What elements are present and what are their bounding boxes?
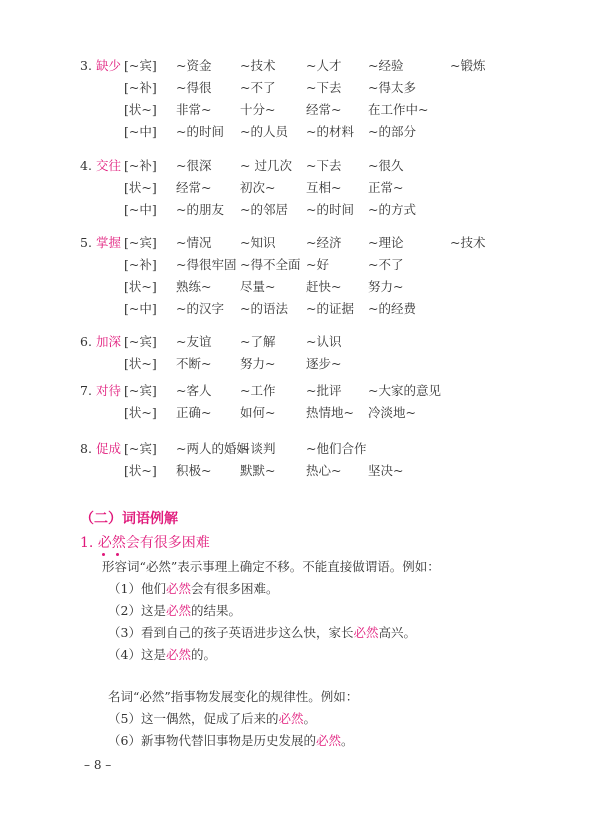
sentence-text: 高兴。 (378, 625, 416, 640)
example-sentence (108, 644, 216, 666)
collocation-cell: ~经验 (368, 58, 404, 73)
collocation-cell: ~情况 (176, 235, 212, 250)
collocation-cell: ~好 (306, 257, 329, 272)
collocation-cell: 热情地~ (306, 405, 354, 420)
sentence-text: 的结果。 (190, 603, 241, 618)
collocation-cell: ~不了 (240, 80, 276, 95)
collocation-cell: 不断~ (176, 356, 212, 371)
collocation-cell: ~客人 (176, 383, 212, 398)
pattern-tag: [~宾] (124, 58, 157, 73)
sentence-text: 。 (340, 733, 354, 748)
collocation-cell: ~两人的婚姻 (176, 441, 249, 456)
collocation-cell: ~认识 (306, 334, 342, 349)
pattern-tag: [状~] (124, 356, 157, 371)
example-sentence (108, 622, 416, 644)
collocation-cell: ~的朋友 (176, 202, 224, 217)
highlighted-word: 必然 (353, 625, 379, 640)
collocation-cell: ~得很 (176, 80, 212, 95)
sentence-text: （2）这是 (108, 603, 166, 618)
collocation-cell: 冷淡地~ (368, 405, 416, 420)
collocation-cell: 在工作中~ (368, 102, 429, 117)
example-sentence (108, 708, 316, 730)
collocation-cell: ~很久 (368, 158, 404, 173)
collocation-cell: ~很深 (176, 158, 212, 173)
sentence-text: （5）这一偶然，促成了后来的 (108, 711, 279, 726)
collocation-cell: ~的材料 (306, 124, 354, 139)
collocation-cell: 默默~ (240, 463, 276, 478)
collocation-cell: 努力~ (368, 279, 404, 294)
collocation-cell: 如何~ (240, 405, 276, 420)
collocation-cell: 尽量~ (240, 279, 276, 294)
collocation-cell: ~的邻居 (240, 202, 288, 217)
collocation-cell: ~的时间 (306, 202, 354, 217)
collocation-cell: 正常~ (368, 180, 404, 195)
sentence-text: 。 (303, 711, 316, 726)
collocation-cell: ~知识 (240, 235, 276, 250)
collocation-cell: 积极~ (176, 463, 212, 478)
sentence-text: 会有很多困难。 (190, 581, 279, 596)
pattern-tag: [~补] (124, 80, 157, 95)
highlighted-word: 必然 (278, 711, 304, 726)
entry-word: 缺少 (96, 58, 122, 73)
collocation-cell: ~理论 (368, 235, 404, 250)
pattern-tag: [~补] (124, 158, 157, 173)
collocation-cell: ~下去 (306, 158, 342, 173)
explanation-text (102, 556, 440, 578)
pattern-tag: [~中] (124, 124, 157, 139)
collocation-cell: 赶快~ (306, 279, 342, 294)
collocation-cell: ~的证据 (306, 301, 354, 316)
collocation-cell: ~得不全面 (240, 257, 301, 272)
collocation-cell: ~锻炼 (450, 58, 486, 73)
pattern-tag: [~宾] (124, 334, 157, 349)
pattern-tag: [状~] (124, 463, 157, 478)
collocation-cell: 经常~ (176, 180, 212, 195)
pattern-tag: [~补] (124, 257, 157, 272)
collocation-cell: ~友谊 (176, 334, 212, 349)
collocation-cell: ~得太多 (368, 80, 416, 95)
collocation-cell: ~的时间 (176, 124, 224, 139)
collocation-cell: 十分~ (240, 102, 276, 117)
pattern-tag: [~宾] (124, 383, 157, 398)
highlighted-word: 必然 (165, 647, 191, 662)
collocation-cell: ~经济 (306, 235, 342, 250)
highlighted-word: 必然 (165, 581, 191, 596)
collocation-cell: ~谈判 (240, 441, 276, 456)
pattern-tag: [~宾] (124, 441, 157, 456)
pattern-tag: [~宾] (124, 235, 157, 250)
pattern-tag: [状~] (124, 405, 157, 420)
entry-number: 4. (80, 158, 92, 173)
sentence-text: 名词“必然”指事物发展变化的规律性。例如： (108, 689, 359, 704)
collocation-cell: ~了解 (240, 334, 276, 349)
example-sentence (108, 578, 278, 600)
collocation-cell: 经常~ (306, 102, 342, 117)
collocation-cell: ~的汉字 (176, 301, 224, 316)
page-number: – 8 – (84, 758, 112, 772)
entry-number: 6. (80, 334, 92, 349)
section-title: （二）词语例解 (80, 511, 178, 527)
collocation-cell: ~大家的意见 (368, 383, 441, 398)
collocation-cell: ~的经费 (368, 301, 416, 316)
collocation-cell: ~资金 (176, 58, 212, 73)
collocation-cell: 初次~ (240, 180, 276, 195)
entry-word: 掌握 (96, 235, 122, 250)
collocation-cell: 非常~ (176, 102, 212, 117)
example-sentence (108, 600, 241, 622)
collocation-cell: ~下去 (306, 80, 342, 95)
highlighted-word: 必然 (315, 733, 341, 748)
collocation-cell: ~技术 (450, 235, 486, 250)
sentence-text: 的。 (190, 647, 216, 662)
collocation-cell: 逐步~ (306, 356, 342, 371)
collocation-cell: ~的人员 (240, 124, 288, 139)
sentence-text: （4）这是 (108, 647, 166, 662)
collocation-cell: ~ 过几次 (240, 158, 292, 173)
pattern-tag: [状~] (124, 102, 157, 117)
pattern-tag: [状~] (124, 180, 157, 195)
pattern-tag: [~中] (124, 202, 157, 217)
entry-number: 8. (80, 441, 92, 456)
collocation-cell: ~的方式 (368, 202, 416, 217)
entry-word: 促成 (96, 441, 122, 456)
explanation-text (108, 686, 358, 708)
collocation-cell: 热心~ (306, 463, 342, 478)
entry-word: 对待 (96, 383, 122, 398)
example-sentence (108, 730, 354, 752)
entry-number: 5. (80, 235, 92, 250)
pattern-tag: [~中] (124, 301, 157, 316)
entry-word: 交往 (96, 158, 122, 173)
collocation-cell: ~人才 (306, 58, 342, 73)
sub-title: 1. 必然会有很多困难 (80, 535, 210, 551)
sentence-text: （6）新事物代替旧事物是历史发展的 (108, 733, 316, 748)
collocation-cell: 坚决~ (368, 463, 404, 478)
sentence-text: 形容词“必然”表示事理上确定不移。不能直接做谓语。例如： (102, 559, 440, 574)
pattern-tag: [状~] (124, 279, 157, 294)
highlighted-word: 必然 (165, 603, 191, 618)
entry-number: 3. (80, 58, 92, 73)
collocation-cell: 互相~ (306, 180, 342, 195)
collocation-cell: 努力~ (240, 356, 276, 371)
entry-number: 7. (80, 383, 92, 398)
sentence-text: （1）他们 (108, 581, 166, 596)
collocation-cell: ~的部分 (368, 124, 416, 139)
collocation-cell: ~工作 (240, 383, 276, 398)
collocation-cell: 熟练~ (176, 279, 212, 294)
entry-word: 加深 (96, 334, 122, 349)
collocation-cell: ~批评 (306, 383, 342, 398)
sentence-text: （3）看到自己的孩子英语进步这么快，家长 (108, 625, 354, 640)
collocation-cell: ~他们合作 (306, 441, 367, 456)
collocation-cell: ~不了 (368, 257, 404, 272)
collocation-cell: ~技术 (240, 58, 276, 73)
collocation-cell: 正确~ (176, 405, 212, 420)
collocation-cell: ~得很牢固 (176, 257, 237, 272)
collocation-cell: ~的语法 (240, 301, 288, 316)
